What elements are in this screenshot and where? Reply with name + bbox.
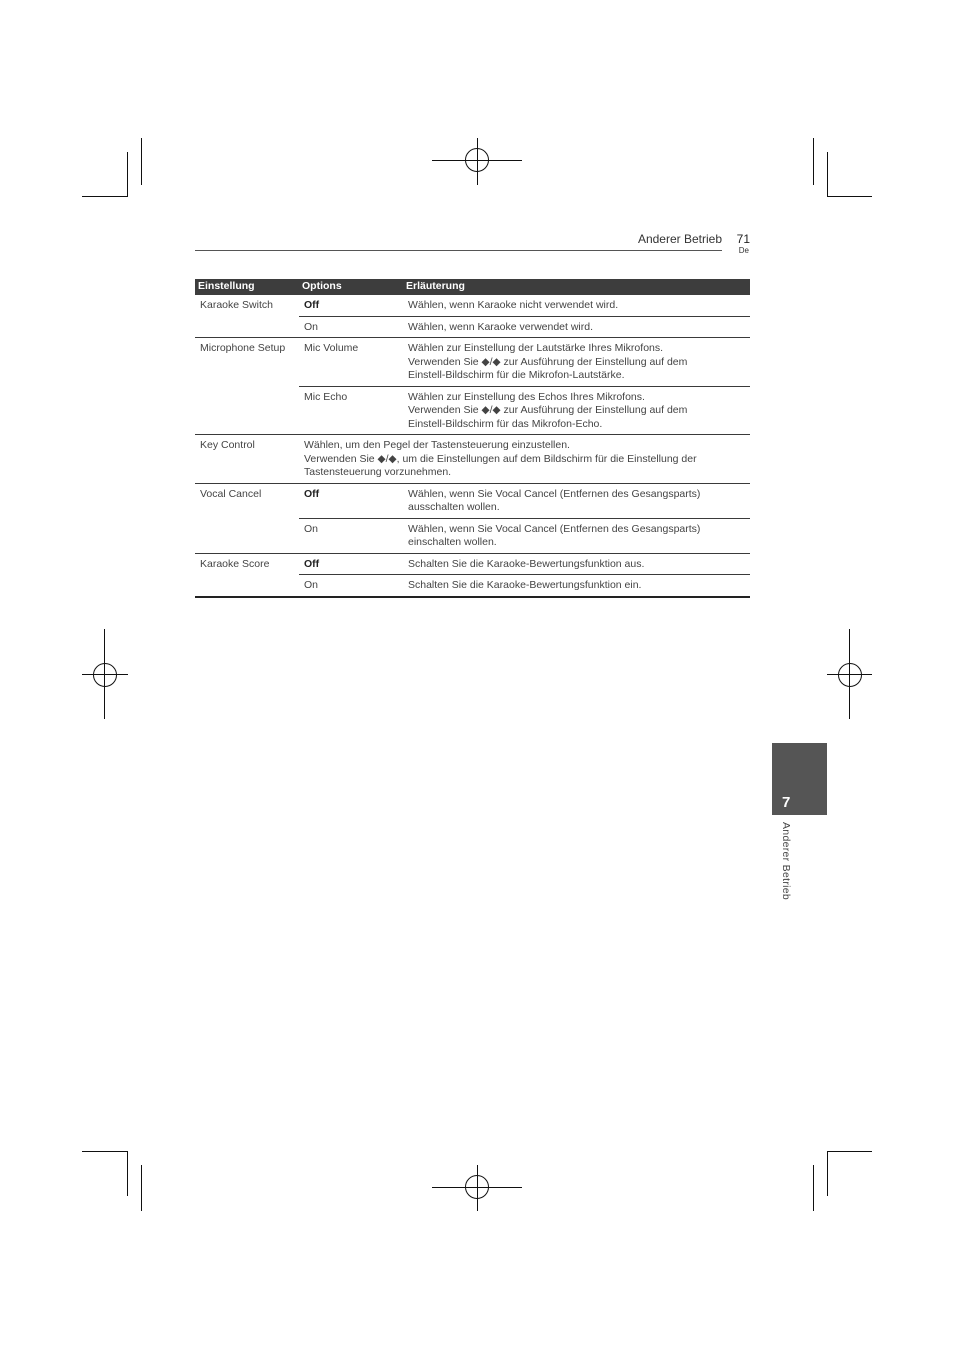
page-number: 71 <box>736 232 750 246</box>
column-header-options: Options <box>299 279 403 295</box>
description-line: einschalten wollen. <box>408 536 497 548</box>
column-header-explanation: Erläuterung <box>403 279 750 295</box>
setting-microphone-setup: Microphone Setup <box>195 338 299 435</box>
chapter-number: 7 <box>782 794 791 811</box>
option-description <box>299 435 750 484</box>
option-mic-volume: Mic Volume <box>299 338 403 387</box>
description-line: Verwenden Sie ◆/◆, um die Einstellungen auf dem Bildschirm für die Einstellung der <box>304 452 697 465</box>
option-description: Wählen, wenn Karaoke nicht verwendet wird. <box>408 299 619 311</box>
description-line: Wählen, wenn Sie Vocal Cancel (Entfernen des Gesangsparts) <box>408 522 701 535</box>
option-on: On <box>299 316 403 338</box>
description-line: Tastensteuerung vorzunehmen. <box>304 466 452 478</box>
setting-karaoke-switch: Karaoke Switch <box>200 299 273 311</box>
description-line: ausschalten wollen. <box>408 501 500 513</box>
option-on: On <box>299 518 403 553</box>
page-language: De <box>738 246 749 255</box>
option-description: Schalten Sie die Karaoke-Bewertungsfunktion ein. <box>403 575 750 597</box>
description-line: Verwenden Sie ◆/◆ zur Ausführung der Einstellung auf dem <box>408 355 688 368</box>
table-row <box>195 295 750 316</box>
description-line: Einstell-Bildschirm für das Mikrofon-Echo. <box>408 417 603 430</box>
setting-karaoke-score: Karaoke Score <box>195 553 299 597</box>
header-rule <box>195 250 722 251</box>
description-line: Wählen, um den Pegel der Tastensteuerung einzustellen. <box>304 439 570 451</box>
option-on: On <box>299 575 403 597</box>
option-description: Wählen, wenn Karaoke verwendet wird. <box>403 316 750 338</box>
table-row <box>195 338 750 387</box>
chapter-tab <box>772 743 827 815</box>
table-row <box>195 483 750 518</box>
table-header-row <box>195 279 750 295</box>
description-line: Wählen zur Einstellung des Echos Ihres Mikrofons. <box>408 390 645 403</box>
option-off: Off <box>299 553 403 575</box>
option-description <box>403 483 750 518</box>
option-description <box>403 518 750 553</box>
description-line: Wählen, wenn Sie Vocal Cancel (Entfernen des Gesangsparts) <box>408 487 701 500</box>
description-line: Verwenden Sie ◆/◆ zur Ausführung der Einstellung auf dem <box>408 404 688 416</box>
settings-table <box>195 279 750 598</box>
option-mic-echo: Mic Echo <box>299 386 403 435</box>
description-line: Wählen zur Einstellung der Lautstärke Ihres Mikrofons. <box>408 342 664 354</box>
option-description <box>403 386 750 435</box>
setting-key-control: Key Control <box>195 435 299 484</box>
table-row <box>195 435 750 484</box>
option-off: Off <box>304 299 320 311</box>
chapter-side-label: Anderer Betrieb <box>780 822 792 901</box>
page-header <box>195 231 750 255</box>
table-row <box>195 553 750 575</box>
setting-vocal-cancel: Vocal Cancel <box>195 483 299 553</box>
description-line: Einstell-Bildschirm für die Mikrofon-Lautstärke. <box>408 369 625 381</box>
column-header-setting: Einstellung <box>195 279 299 295</box>
option-description: Schalten Sie die Karaoke-Bewertungsfunktion aus. <box>403 553 750 575</box>
section-title: Anderer Betrieb <box>637 232 722 246</box>
option-off: Off <box>299 483 403 518</box>
option-description <box>403 338 750 387</box>
